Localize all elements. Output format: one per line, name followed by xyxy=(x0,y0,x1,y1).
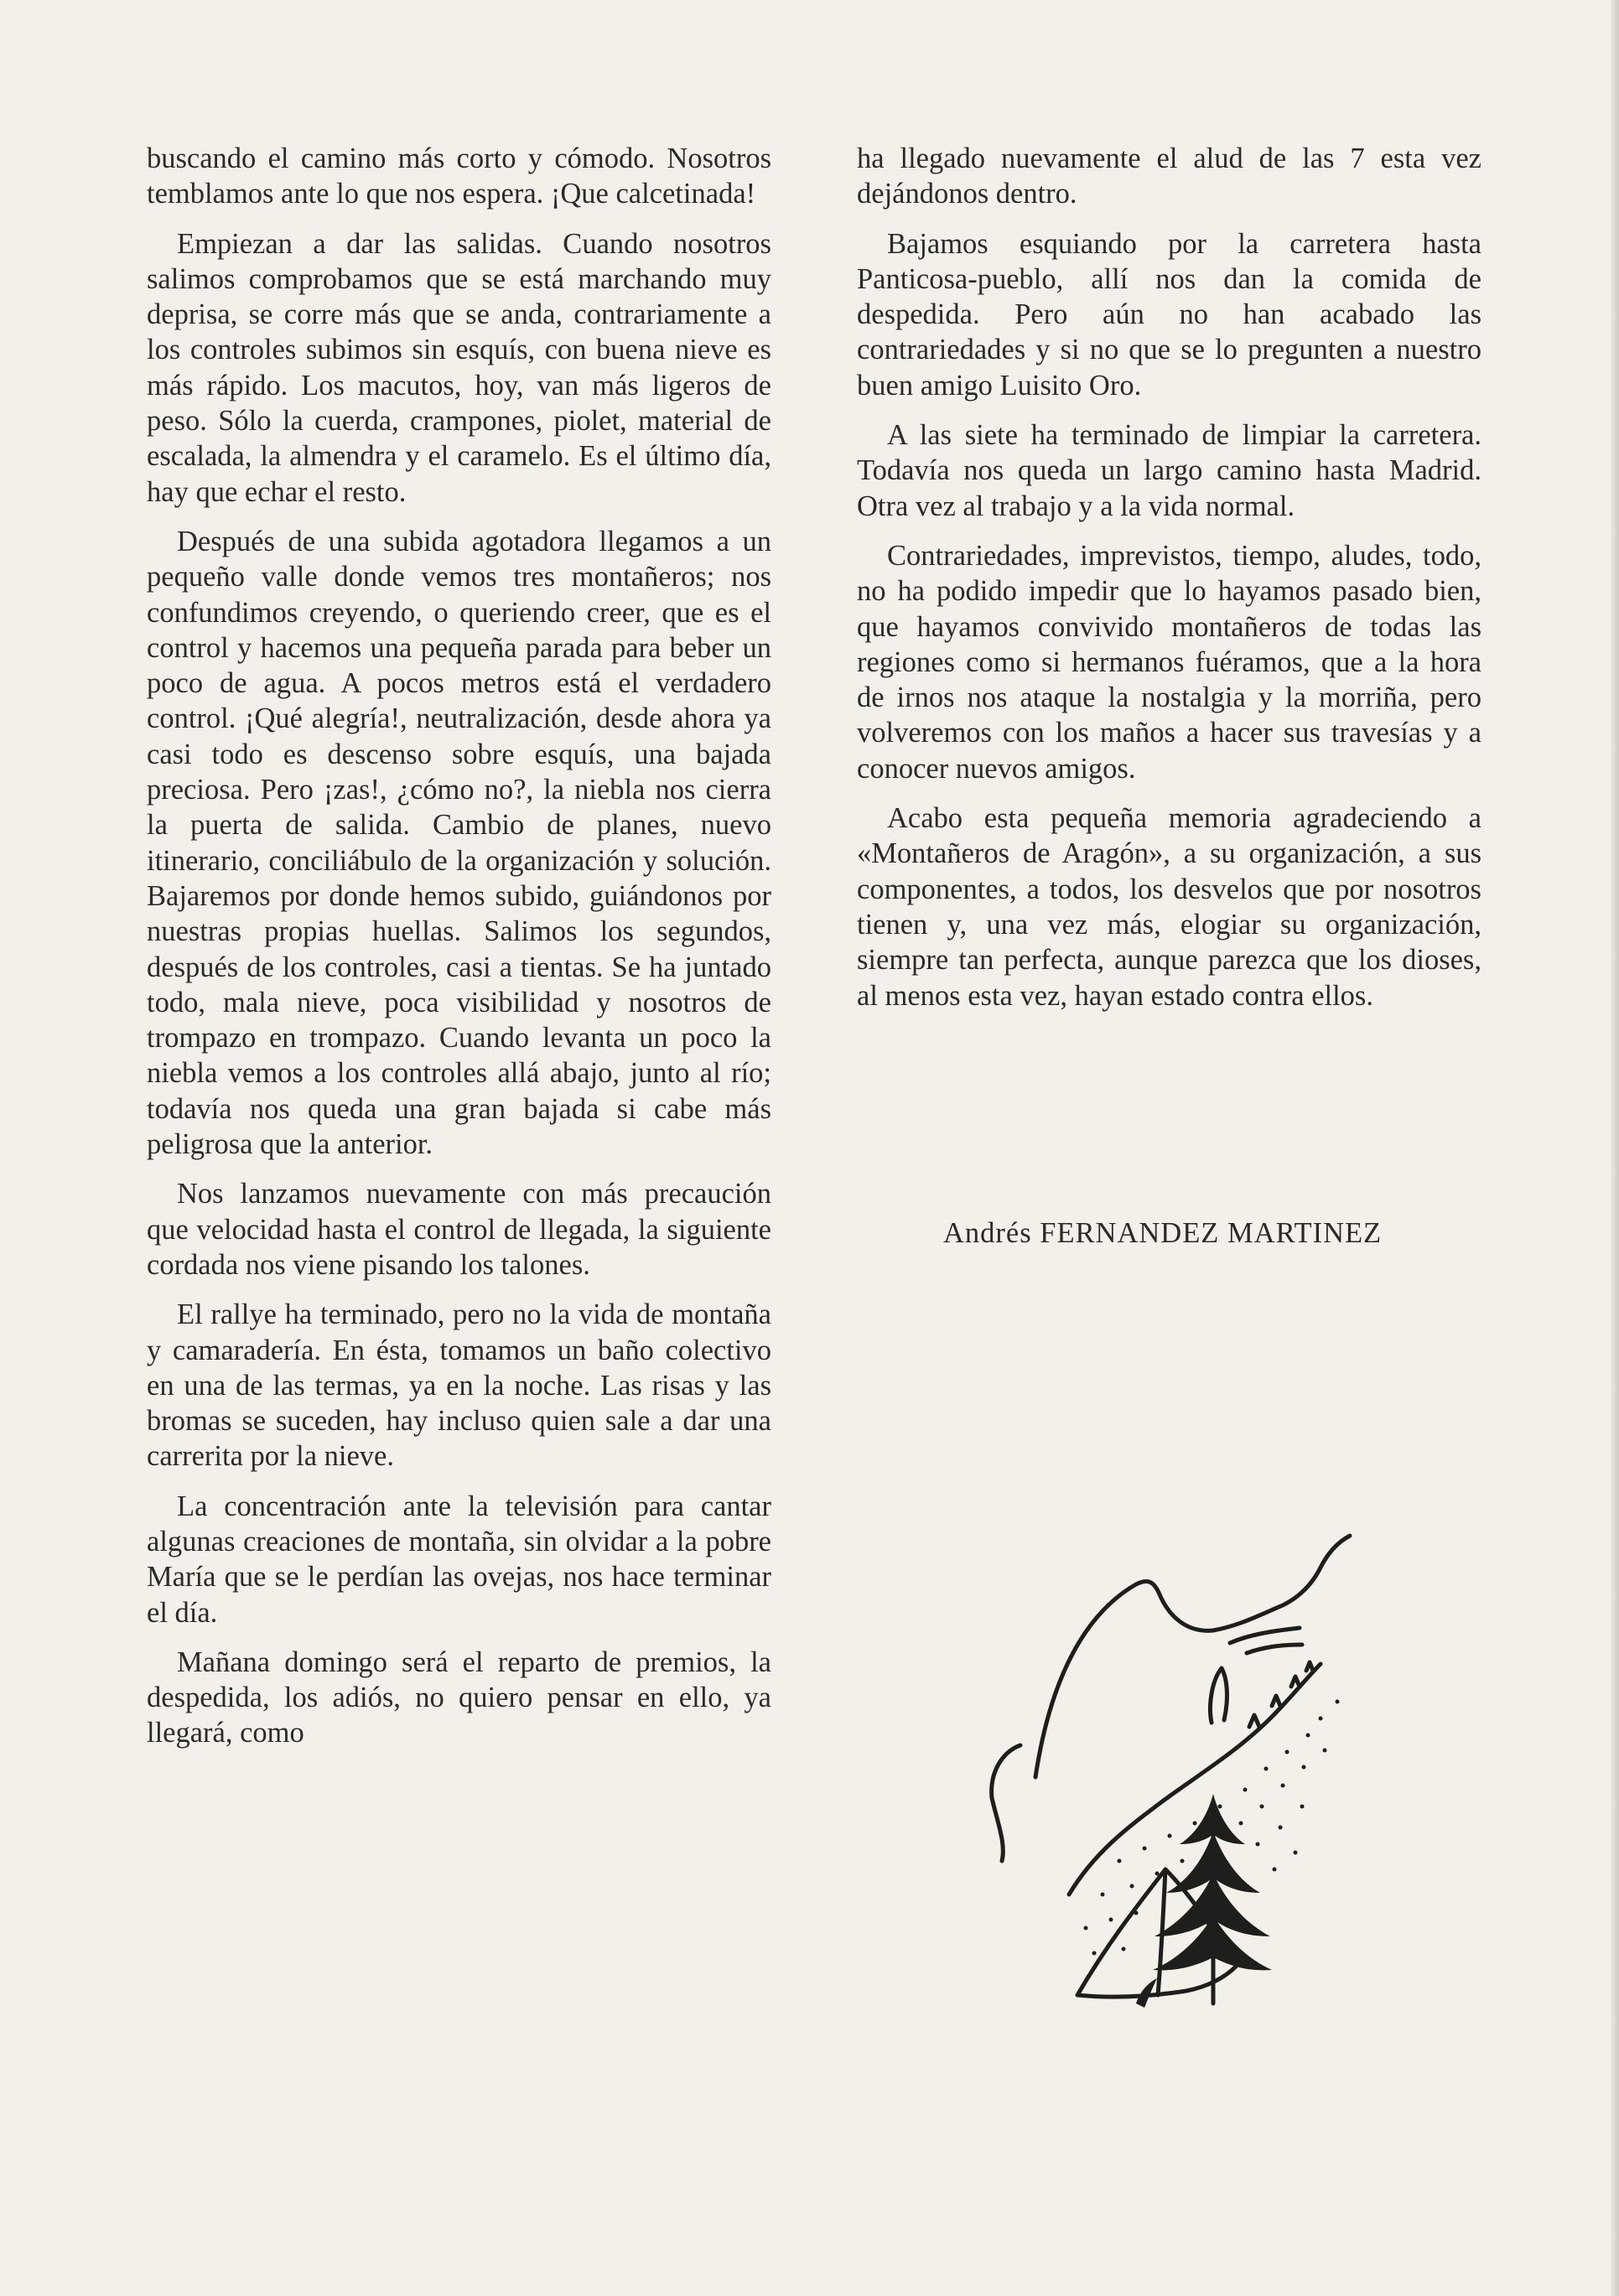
paragraph: ha llegado nuevamente el alud de las 7 esta vez dejándonos dentro. xyxy=(857,143,1481,210)
left-column xyxy=(147,141,771,1765)
left-slope xyxy=(992,1745,1020,1798)
left-slope xyxy=(992,1798,1003,1861)
paragraph: Bajamos esquiando por la carretera hasta Panticosa-pueblo, allí nos dan la comida de despedida. Pero aún no han acabado las contrariedades y si no que se lo pregunten a nuestro buen amigo Luisito Oro. xyxy=(857,227,1481,402)
page-edge xyxy=(1611,0,1619,2296)
paragraph: Contrariedades, imprevistos, tiempo, aludes, todo, no ha podido impedir que lo hayamos pasado bien, que hayamos convivido montañeros de todas las regiones como si hermanos fuéramos, que a la hora de irnos nos ataque la nostalgia y la morriña, pero volveremos con los maños a hacer sus travesías y a conocer nuevos amigos. xyxy=(857,539,1481,785)
paragraph: A las siete ha terminado de limpiar la carretera. Todavía nos queda un largo camino hasta Madrid. Otra vez al trabajo y a la vida normal. xyxy=(857,419,1481,522)
fir-tree xyxy=(1136,1794,1272,2008)
paragraph: Después de una subida agotadora llegamos a un pequeño valle donde vemos tres montañeros; nos confundimos creyendo, o queriendo creer, que es el control y hacemos una pequeña parada para beber un poco de agua. A pocos metros está el verdadero control. ¡Qué alegría!, neutralización, desde ahora ya casi todo es descenso sobre esquís, una bajada preciosa. Pero ¡zas!, ¿cómo no?, la niebla nos cierra la puerta de salida. Cambio de planes, nuevo itinerario, conciliábulo de la organización y solución. Bajaremos por donde hemos subido, guiándonos por nuestras propias huellas. Salimos los segundos, después de los controles, casi a tientas. Se ha juntado todo, mala nieve, poca visibilidad y nosotros de trompazo en trompazo. Cuando levanta un poco la niebla vemos a los controles allá abajo, junto al río; todavía nos queda una gran bajada si cabe más peligrosa que la anterior. xyxy=(147,525,771,1161)
snow-ridge xyxy=(1069,1664,1321,1894)
author-signature: Andrés FERNANDEZ MARTINEZ xyxy=(943,1217,1383,1249)
paragraph: El rallye ha terminado, pero no la vida de montaña y camaradería. En ésta, tomamos un baño colectivo en una de las termas, ya en la noche. Las risas y las bromas se suceden, hay incluso quien sale a dar una carrerita por la nieve. xyxy=(147,1298,771,1473)
paragraph: Nos lanzamos nuevamente con más precaución que velocidad hasta el control de llegada, la siguiente cordada nos viene pisando los talones. xyxy=(147,1178,771,1281)
paragraph: buscando el camino más corto y cómodo. Nosotros temblamos ante lo que nos espera. ¡Que calcetinada! xyxy=(147,143,771,210)
paragraph: Empiezan a dar las salidas. Cuando nosotros salimos comprobamos que se está marchando muy deprisa, se corre más que se anda, contrariamente a los controles subimos sin esquís, con buena nieve es más rápido. Los macutos, hoy, van más ligeros de peso. Sólo la cuerda, crampones, piolet, material de escalada, la almendra y el caramelo. Es el último día, hay que echar el resto. xyxy=(147,227,771,508)
paragraph: Mañana domingo será el reparto de premios, la despedida, los adiós, no quiero pensar en ello, ya llegará, como xyxy=(147,1646,771,1749)
ridge-trees xyxy=(1249,1662,1313,1727)
spire xyxy=(1211,1668,1227,1723)
paragraph: Acabo esta pequeña memoria agradeciendo a «Montañeros de Aragón», a su organización, a sus componentes, a todos, los desvelos que por nosotros tienen y, una vez más, elogiar su organización, siempre tan perfecta, aunque parezca que los dioses, al menos esta vez, hayan estado contra ellos. xyxy=(857,802,1481,1012)
right-column xyxy=(857,141,1481,1028)
mountain-tent-fir-sketch-icon xyxy=(968,1500,1421,2054)
paragraph: La concentración ante la televisión para cantar algunas creaciones de montaña, sin olvidar a la pobre María que se le perdían las ovejas, nos hace terminar el día. xyxy=(147,1490,771,1629)
mountain-ridge-stroke xyxy=(1247,1645,1302,1653)
mountain-ridge-stroke xyxy=(1230,1628,1300,1643)
mountain-outline xyxy=(1035,1536,1350,1777)
